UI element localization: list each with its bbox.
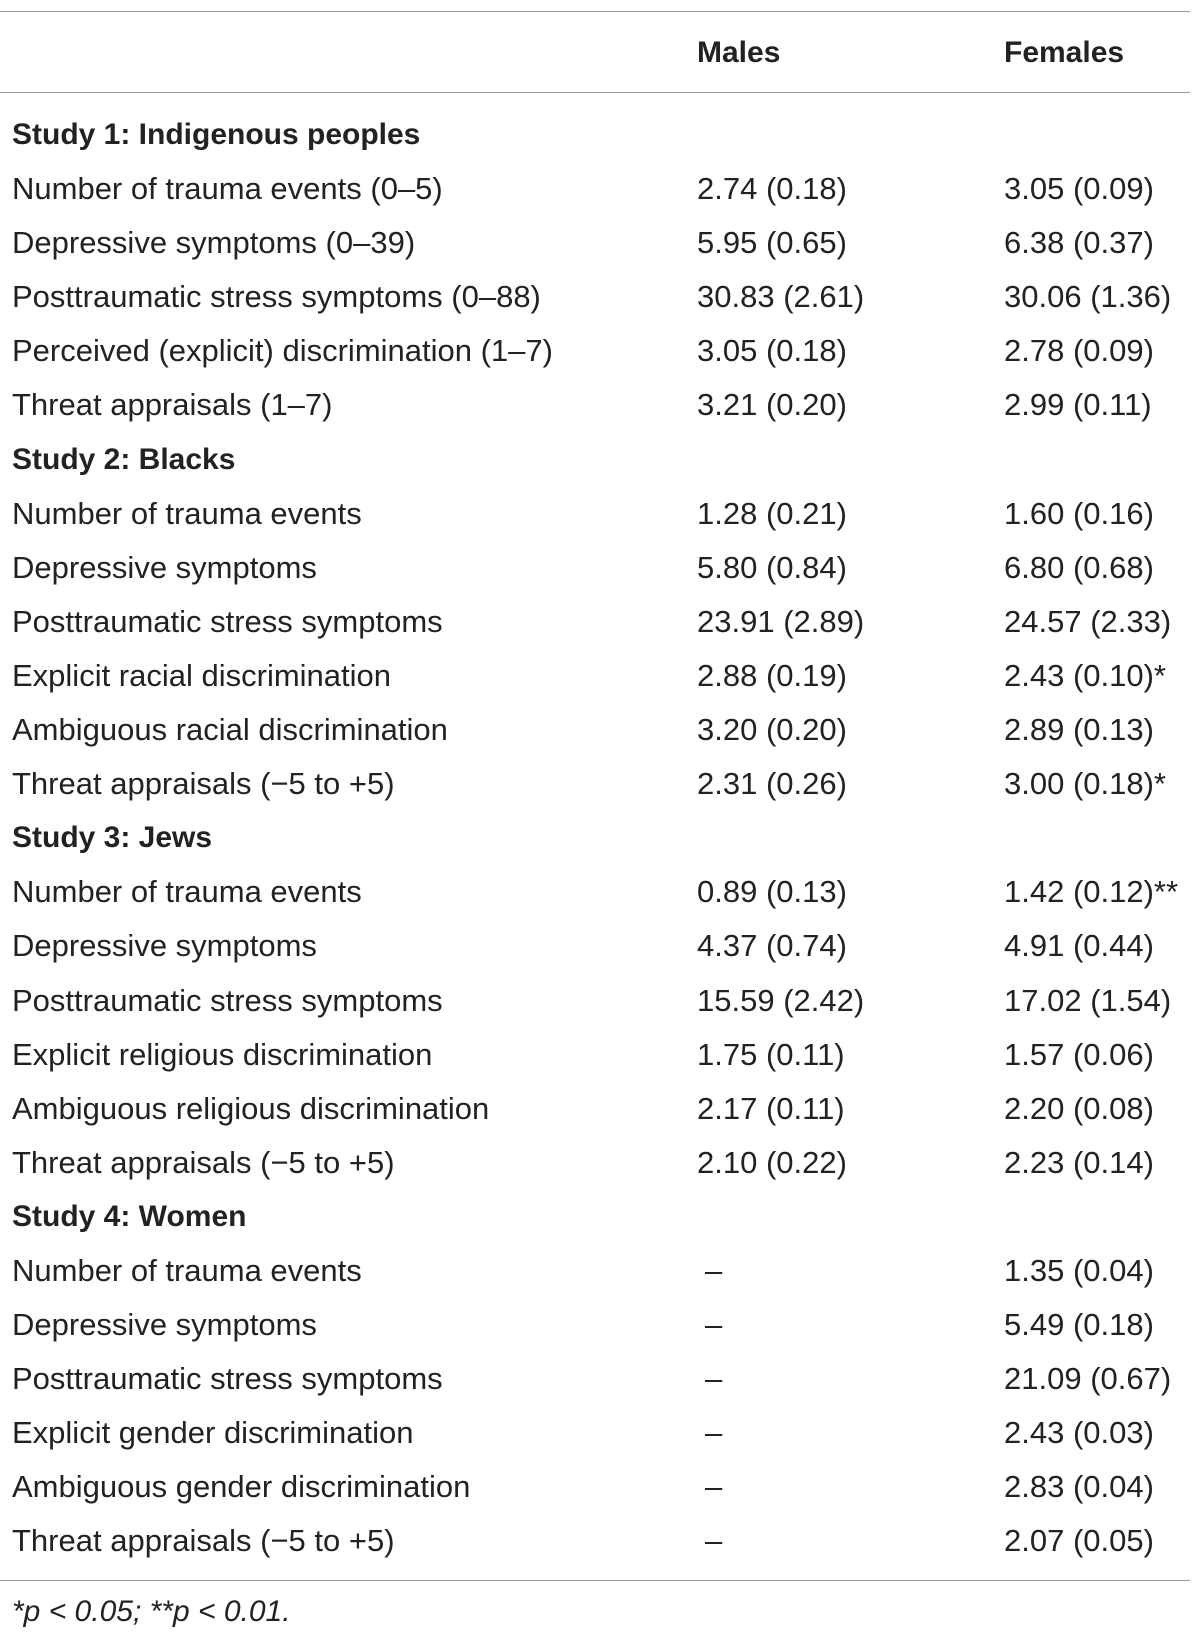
row-label: Number of trauma events [12, 495, 362, 531]
males-value: – [705, 1252, 723, 1288]
females-value: 24.57 (2.33) [1004, 603, 1172, 639]
table-row [0, 1514, 1190, 1568]
females-value: 3.05 (0.09) [1004, 171, 1154, 207]
females-value: 1.57 (0.06) [1004, 1036, 1154, 1072]
males-value: 2.31 (0.26) [697, 766, 847, 802]
table-row [0, 974, 1190, 1028]
column-header-females: Females [1004, 36, 1125, 69]
table-row [0, 1298, 1190, 1352]
table-row [0, 324, 1190, 378]
females-value: 2.23 (0.14) [1004, 1144, 1154, 1180]
section-title: Study 4: Women [12, 1199, 247, 1233]
females-value: 2.20 (0.08) [1004, 1090, 1154, 1126]
males-value: 5.95 (0.65) [697, 225, 847, 261]
males-value: 1.75 (0.11) [697, 1036, 845, 1072]
section-heading-row [0, 108, 1190, 162]
row-label: Number of trauma events [12, 874, 362, 910]
table-row [0, 1082, 1190, 1136]
table-row [0, 378, 1190, 432]
males-value: 23.91 (2.89) [697, 603, 865, 639]
row-label: Ambiguous religious discrimination [12, 1090, 490, 1126]
table-row [0, 919, 1190, 973]
females-value: 6.38 (0.37) [1004, 225, 1154, 261]
females-value: 17.02 (1.54) [1004, 982, 1172, 1018]
females-value: 3.00 (0.18)* [1004, 766, 1166, 802]
row-label: Explicit gender discrimination [12, 1415, 414, 1451]
section-heading-row [0, 1190, 1190, 1244]
table-row [0, 270, 1190, 324]
females-value: 2.43 (0.10)* [1004, 657, 1166, 693]
males-value: 2.17 (0.11) [697, 1090, 845, 1126]
females-value: 2.07 (0.05) [1004, 1523, 1154, 1559]
table-footnote: *p < 0.05; **p < 0.01. [12, 1595, 291, 1628]
section-title: Study 1: Indigenous peoples [12, 118, 421, 151]
table-row [0, 487, 1190, 541]
males-value: 3.20 (0.20) [697, 712, 847, 748]
row-label: Perceived (explicit) discrimination (1–7) [12, 333, 553, 369]
row-label: Ambiguous gender discrimination [12, 1469, 471, 1505]
females-value: 2.89 (0.13) [1004, 712, 1154, 748]
row-label: Depressive symptoms [12, 549, 317, 585]
females-value: 1.42 (0.12)** [1004, 874, 1179, 910]
males-value: – [705, 1523, 723, 1559]
row-label: Depressive symptoms [12, 928, 317, 964]
section-heading-row [0, 811, 1190, 865]
males-value: 3.21 (0.20) [697, 387, 847, 423]
header-rule [0, 92, 1190, 93]
males-value: – [705, 1415, 723, 1451]
row-label: Posttraumatic stress symptoms [12, 603, 443, 639]
row-label: Posttraumatic stress symptoms (0–88) [12, 279, 541, 315]
section-heading-row [0, 433, 1190, 487]
males-value: 4.37 (0.74) [697, 928, 847, 964]
females-value: 2.78 (0.09) [1004, 333, 1154, 369]
row-label: Posttraumatic stress symptoms [12, 1361, 443, 1397]
footer-rule [0, 1580, 1190, 1581]
row-label: Depressive symptoms (0–39) [12, 225, 416, 261]
males-value: 0.89 (0.13) [697, 874, 847, 910]
table-row [0, 1406, 1190, 1460]
females-value: 2.83 (0.04) [1004, 1469, 1154, 1505]
table-row [0, 216, 1190, 270]
row-label: Explicit religious discrimination [12, 1036, 433, 1072]
males-value: – [705, 1361, 723, 1397]
row-label: Threat appraisals (−5 to +5) [12, 1523, 395, 1559]
row-label: Number of trauma events (0–5) [12, 171, 443, 207]
table-row [0, 757, 1190, 811]
table-row [0, 865, 1190, 919]
females-value: 21.09 (0.67) [1004, 1361, 1172, 1397]
row-label: Threat appraisals (−5 to +5) [12, 1144, 395, 1180]
females-value: 2.43 (0.03) [1004, 1415, 1154, 1451]
row-label: Number of trauma events [12, 1252, 362, 1288]
females-value: 30.06 (1.36) [1004, 279, 1172, 315]
table-row [0, 541, 1190, 595]
males-value: 1.28 (0.21) [697, 495, 847, 531]
table-row [0, 1028, 1190, 1082]
table-row [0, 1352, 1190, 1406]
section-title: Study 2: Blacks [12, 442, 236, 476]
males-value: 5.80 (0.84) [697, 549, 847, 585]
males-value: 15.59 (2.42) [697, 982, 865, 1018]
row-label: Explicit racial discrimination [12, 657, 392, 693]
table-row [0, 703, 1190, 757]
table-header [0, 11, 1190, 92]
females-value: 1.60 (0.16) [1004, 495, 1154, 531]
males-value: 2.74 (0.18) [697, 171, 847, 207]
row-label: Ambiguous racial discrimination [12, 712, 448, 748]
table-body [0, 108, 1190, 1569]
row-label: Depressive symptoms [12, 1307, 317, 1343]
row-label: Threat appraisals (1–7) [12, 387, 333, 423]
males-value: 30.83 (2.61) [697, 279, 865, 315]
table-row [0, 1136, 1190, 1190]
row-label: Posttraumatic stress symptoms [12, 982, 443, 1018]
males-value: 2.10 (0.22) [697, 1144, 847, 1180]
females-value: 2.99 (0.11) [1004, 387, 1152, 423]
table-row [0, 649, 1190, 703]
table-row [0, 162, 1190, 216]
males-value: 2.88 (0.19) [697, 657, 847, 693]
table-row [0, 1244, 1190, 1298]
females-value: 6.80 (0.68) [1004, 549, 1154, 585]
males-value: – [705, 1307, 723, 1343]
table-row [0, 595, 1190, 649]
females-value: 4.91 (0.44) [1004, 928, 1154, 964]
row-label: Threat appraisals (−5 to +5) [12, 766, 395, 802]
column-header-males: Males [697, 36, 781, 69]
table-row [0, 1460, 1190, 1514]
section-title: Study 3: Jews [12, 821, 213, 855]
females-value: 1.35 (0.04) [1004, 1252, 1154, 1288]
females-value: 5.49 (0.18) [1004, 1307, 1154, 1343]
males-value: – [705, 1469, 723, 1505]
males-value: 3.05 (0.18) [697, 333, 847, 369]
